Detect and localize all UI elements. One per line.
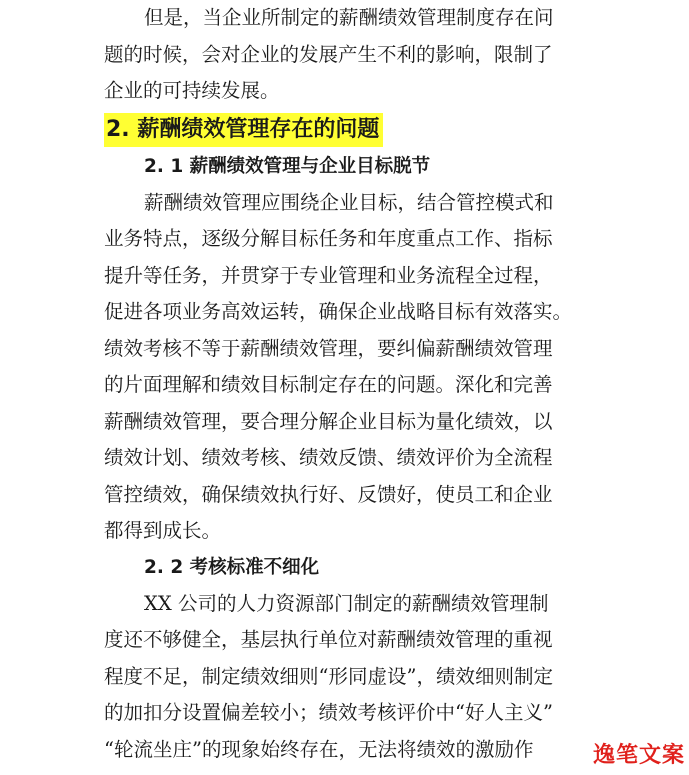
paragraph-line: 都得到成长。 — [104, 519, 222, 542]
paragraph-line: 绩效计划、绩效考核、绩效反馈、绩效评价为全流程 — [104, 446, 553, 469]
paragraph-line: 薪酬绩效管理应围绕企业目标，结合管控模式和 — [144, 190, 554, 214]
intro-line: 企业的可持续发展。 — [104, 79, 280, 102]
paragraph-line: 提升等任务，并贯穿于专业管理和业务流程全过程， — [104, 263, 553, 287]
paragraph-line: 度还不够健全，基层执行单位对薪酬绩效管理的重视 — [104, 628, 553, 651]
paragraph-line: 绩效考核不等于薪酬绩效管理，要纠偏薪酬绩效管理 — [104, 336, 553, 360]
intro-line: 但是，当企业所制定的薪酬绩效管理制度存在问 — [144, 6, 554, 29]
document-page — [104, 0, 594, 768]
subsection-2-paragraph — [104, 586, 594, 769]
paragraph-line: 薪酬绩效管理，要合理分解企业目标为量化绩效，以 — [104, 409, 553, 433]
intro-paragraph — [104, 0, 594, 110]
paragraph-line: 的加扣分设置偏差较小；绩效考核评价中“好人主义” — [104, 701, 553, 724]
subsection-heading: 2. 1 薪酬绩效管理与企业目标脱节 — [144, 155, 431, 177]
section-heading: 2. 薪酬绩效管理存在的问题 — [104, 113, 383, 147]
paragraph-line: 促进各项业务高效运转，确保企业战略目标有效落实。 — [104, 300, 573, 323]
subsection-heading: 2. 2 考核标准不细化 — [144, 556, 320, 578]
paragraph-line: 业务特点，逐级分解目标任务和年度重点工作、指标 — [104, 227, 553, 250]
paragraph-line: 的片面理解和绩效目标制定存在的问题。深化和完善 — [104, 373, 553, 396]
paragraph-line: XX 公司的人力资源部门制定的薪酬绩效管理制 — [144, 591, 549, 615]
paragraph-line: 程度不足，制定绩效细则“形同虚设”，绩效细则制定 — [104, 664, 553, 688]
watermark-logo: 逸笔文案 — [592, 743, 685, 768]
subsection-1-paragraph — [104, 185, 594, 550]
paragraph-line: “轮流坐庄”的现象始终存在，无法将绩效的激励作 — [104, 737, 534, 761]
paragraph-line: 管控绩效，确保绩效执行好、反馈好，使员工和企业 — [104, 482, 553, 506]
intro-line: 题的时候，会对企业的发展产生不利的影响，限制了 — [104, 42, 553, 66]
